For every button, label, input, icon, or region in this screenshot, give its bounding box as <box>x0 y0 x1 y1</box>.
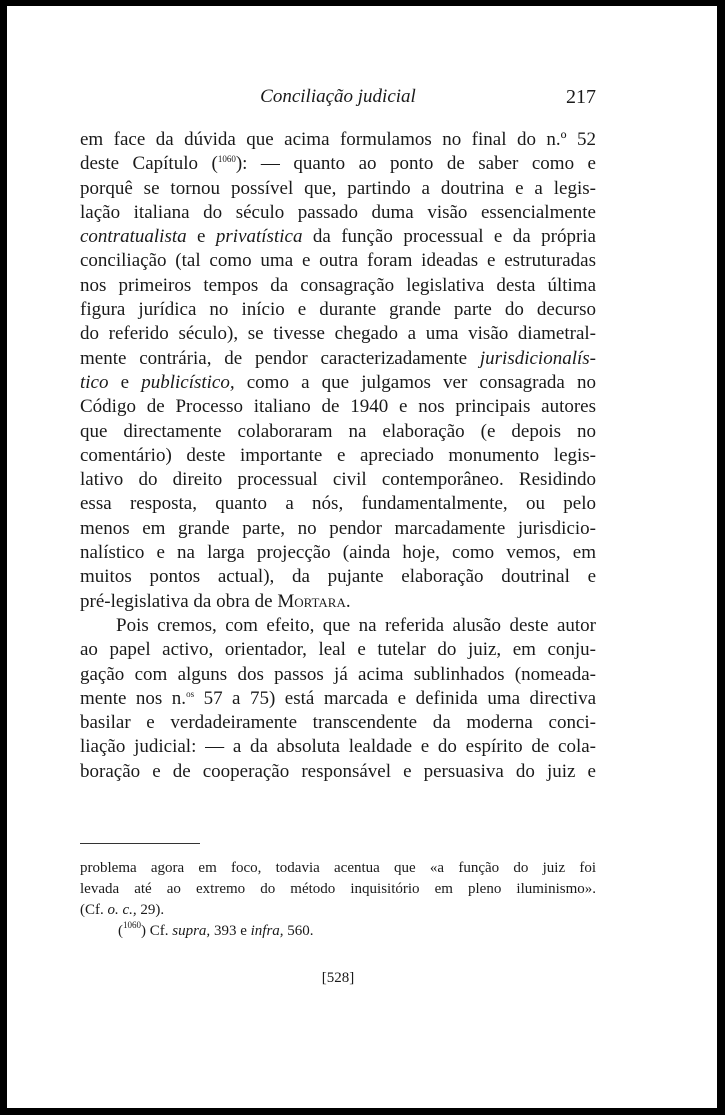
text-line <box>80 152 596 176</box>
italic-term: infra, <box>250 923 284 939</box>
text-span: (Cf. <box>80 902 108 918</box>
running-header <box>80 86 596 116</box>
italic-term: o. c., <box>107 902 137 918</box>
italic-term: contratualista <box>80 226 187 248</box>
running-title: Conciliação judicial <box>260 86 416 107</box>
text-line: Código de Processo italiano de 1940 e nos principais autores <box>80 396 596 418</box>
page-number: 217 <box>566 86 596 108</box>
text-line: comentário) deste importante e apreciado monumento legis- <box>80 444 596 466</box>
footnote-line <box>80 900 596 921</box>
text-span: mente contrária, de pendor caracterizadamente <box>80 347 480 369</box>
text-line: essa resposta, quanto a nós, fundamentalmente, ou pelo <box>80 493 596 515</box>
text-line <box>80 687 596 711</box>
main-text <box>80 128 596 784</box>
text-line: ao papel activo, orientador, leal e tutelar do juiz, em conju- <box>80 639 596 661</box>
text-line: conciliação (tal como uma e outra foram ideadas e estruturadas <box>80 250 596 272</box>
text-span: ( <box>118 923 123 939</box>
text-span: . <box>345 590 351 612</box>
text-line: do referido século), se tivesse chegado a uma visão diametral- <box>80 323 596 345</box>
text-line: nalístico e na larga projecção (ainda hoje, como vemos, em <box>80 542 596 564</box>
text-span: ) Cf. <box>141 923 173 939</box>
text-line: gação com alguns dos passos já acima sublinhados (nomeada- <box>80 663 596 685</box>
superscript: os <box>186 688 195 699</box>
text-line: figura jurídica no início e durante grande parte do decurso <box>80 299 596 321</box>
text-span: da função processual e da própria <box>302 226 596 248</box>
folio-number: [528] <box>321 970 355 986</box>
text-line: basilar e verdadeiramente transcendente da moderna conci- <box>80 712 596 734</box>
text-line: Pois cremos, com efeito, que na referida alusão deste autor <box>116 614 596 636</box>
text-line <box>80 347 596 371</box>
italic-term: privatística <box>215 226 303 248</box>
italic-term: publicístico, <box>141 371 235 393</box>
text-line: que directamente colaboraram na elaboração (e depois no <box>80 420 596 442</box>
text-line <box>80 590 596 614</box>
text-span: 29). <box>136 902 165 918</box>
text-span: pré-legislativa da obra de <box>80 590 278 612</box>
text-line: lativo do direito processual civil contemporâneo. Residindo <box>80 469 596 491</box>
footnote-line: problema agora em foco, todavia acentua que «a função do juiz foi <box>80 860 596 876</box>
footnote-number: 1060 <box>123 920 141 930</box>
text-line <box>80 225 596 249</box>
author-name: Mortara <box>277 590 346 612</box>
text-line: liação judicial: — a da absoluta lealdade e do espírito de cola- <box>80 736 596 758</box>
text-line: boração e de cooperação responsável e persuasiva do juiz e <box>80 760 596 782</box>
italic-term: tico <box>80 371 109 393</box>
footnotes <box>80 858 596 942</box>
italic-term: supra, <box>172 923 211 939</box>
footnote-ref: 1060 <box>217 154 236 165</box>
text-span: ): — quanto ao ponto de saber como e <box>235 153 596 175</box>
text-line: em face da dúvida que acima formulamos no final do n.º 52 <box>80 129 596 150</box>
text-span: deste Capítulo ( <box>80 153 218 175</box>
text-line <box>80 371 596 395</box>
footnote-rule <box>80 843 200 844</box>
text-line: nos primeiros tempos da consagração legislativa desta última <box>80 274 596 296</box>
footnote-line: levada até ao extremo do método inquisitório em pleno iluminismo». <box>80 881 596 897</box>
text-span: 393 e <box>210 923 251 939</box>
footnote-line <box>80 921 596 942</box>
text-span: como a que julgamos ver consagrada no <box>234 371 596 393</box>
text-line: lação italiana do século passado duma visão essencialmente <box>80 201 596 223</box>
text-span: mente nos n. <box>80 687 187 709</box>
text-span: e <box>186 226 216 248</box>
text-line: muitos pontos actual), da pujante elaboração doutrinal e <box>80 566 596 588</box>
text-span: 560. <box>283 923 314 939</box>
text-line: porquê se tornou possível que, partindo a doutrina e a legis- <box>80 177 596 199</box>
text-span: e <box>108 371 142 393</box>
italic-term: jurisdicionalís- <box>479 347 596 369</box>
text-span: 57 a 75) está marcada e definida uma directiva <box>194 687 596 709</box>
text-line: menos em grande parte, no pendor marcadamente jurisdicio- <box>80 517 596 539</box>
